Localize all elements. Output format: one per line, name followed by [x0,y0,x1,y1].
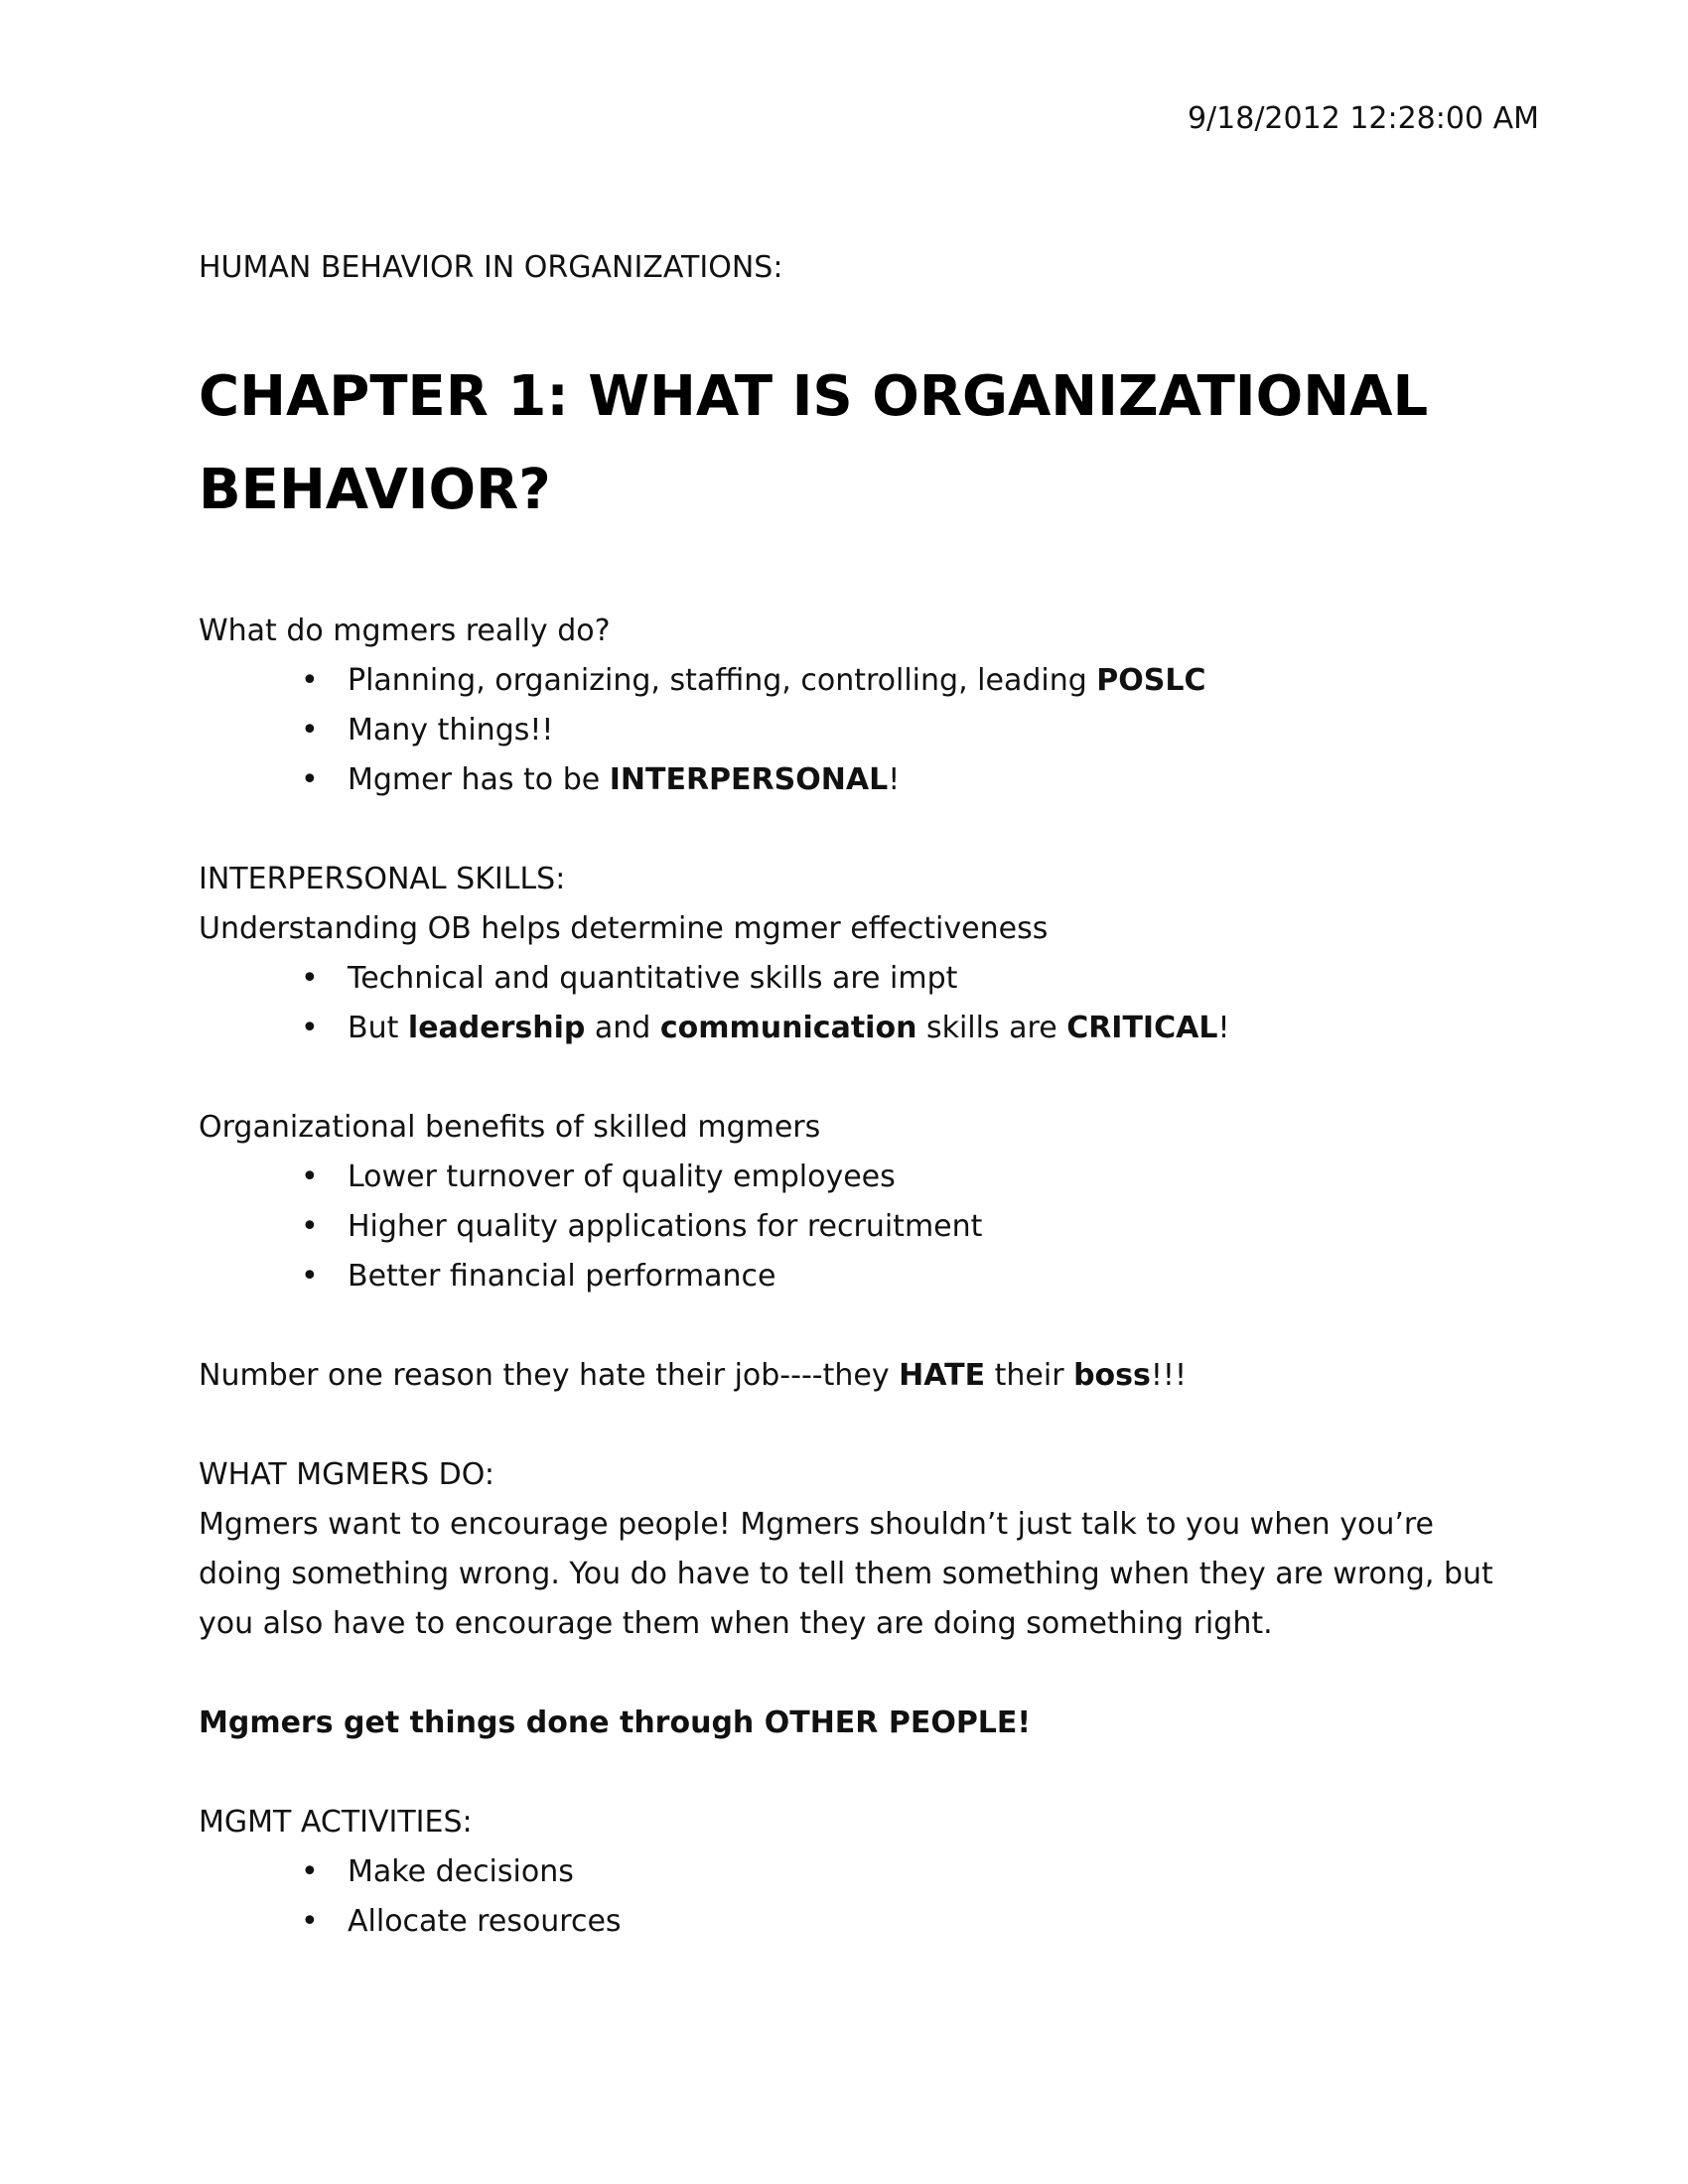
text-run: ! [1217,1011,1230,1045]
list-item [199,656,1539,706]
bold-run: POSLC [1096,663,1206,698]
text-run: Better financial performance [348,1259,776,1294]
bold-run: leadership [407,1011,586,1045]
list-item [199,1153,1539,1202]
document-title: CHAPTER 1: WHAT IS ORGANIZATIONAL BEHAVIOR? [199,364,1429,522]
section-heading: Organizational benefits of skilled mgmers [199,1110,821,1145]
section-heading: INTERPERSONAL SKILLS: [199,862,566,896]
list-item [199,755,1539,805]
text-run: Make decisions [348,1854,574,1889]
bold-run: HATE [899,1358,986,1393]
section-intro: Understanding OB helps determine mgmer effectiveness [199,911,1049,946]
text-run: Mgmer has to be [348,762,610,797]
timestamp: 9/18/2012 12:28:00 AM [1187,101,1539,136]
list-item [199,1897,1539,1947]
section-mgmt-activities [199,1798,1539,1947]
bullet-list [199,656,1539,805]
text-run: and [585,1011,660,1045]
section-heading: WHAT MGMERS DO: [199,1457,494,1492]
text-run: But [348,1011,408,1045]
bullet-list [199,1153,1539,1301]
paragraph-emphasis: Mgmers get things done through OTHER PEOPLE! [199,1706,1032,1740]
bold-run: communication [659,1011,917,1045]
text-run: !!! [1150,1358,1187,1393]
paragraph-number-one-reason [199,1351,1539,1401]
list-item [199,954,1539,1004]
text-run: skills are [916,1011,1067,1045]
list-item [199,706,1539,755]
bullet-list [199,1847,1539,1947]
text-run: their [985,1358,1074,1393]
text-run: Lower turnover of quality employees [348,1160,896,1194]
text-run: Planning, organizing, staffing, controlling, leading [348,663,1097,698]
text-run: Allocate resources [348,1904,622,1939]
text-run: Technical and quantitative skills are impt [348,961,958,996]
paragraph: Mgmers want to encourage people! Mgmers shouldn’t just talk to you when you’re doing something wrong. You do have to tell them something when they are wrong, but you also have to encourage them when they are doing something right. [199,1507,1493,1641]
document-kicker: HUMAN BEHAVIOR IN ORGANIZATIONS: [199,250,783,285]
bullet-list [199,954,1539,1053]
section-heading: MGMT ACTIVITIES: [199,1805,473,1840]
text-run: ! [888,762,901,797]
list-item [199,1004,1539,1053]
list-item [199,1202,1539,1252]
text-run: Number one reason they hate their job----they [199,1358,900,1393]
section-interpersonal-skills [199,855,1539,1053]
list-item [199,1252,1539,1301]
bold-run: CRITICAL [1066,1011,1218,1045]
section-what-do-mgmers-do [199,607,1539,805]
text-run: Higher quality applications for recruitment [348,1209,983,1244]
bold-run: INTERPERSONAL [609,762,889,797]
list-item [199,1847,1539,1897]
section-organizational-benefits [199,1103,1539,1301]
section-heading: What do mgmers really do? [199,614,611,648]
text-run: Many things!! [348,713,554,748]
section-what-mgmers-do [199,1450,1539,1649]
bold-run: boss [1073,1358,1151,1393]
